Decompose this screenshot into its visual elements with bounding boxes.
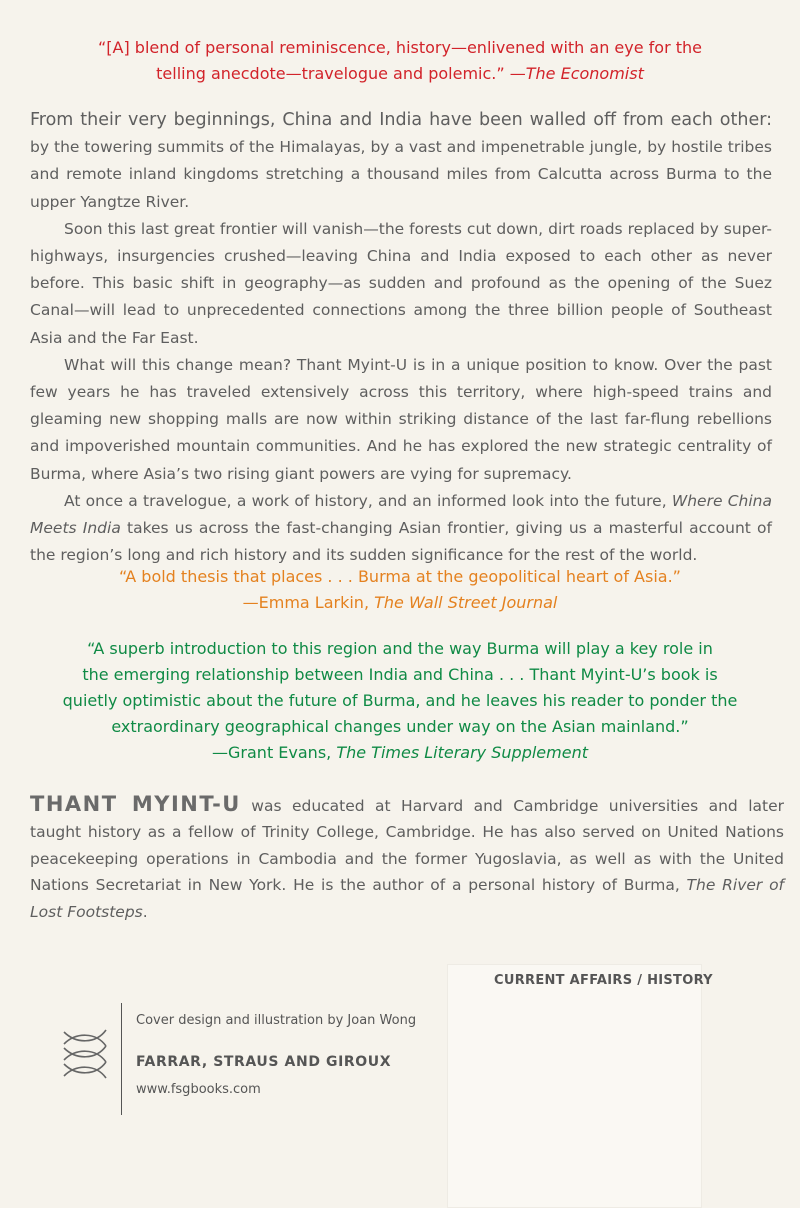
barcode-area: [447, 964, 702, 1208]
publisher-name: FARRAR, STRAUS AND GIROUX: [136, 1054, 392, 1070]
author-name: THANT MYINT-U: [30, 792, 241, 816]
larkin-source: The Wall Street Journal: [374, 593, 558, 612]
evans-quote-line-2: the emerging relationship between India and China . . . Thant Myint-U’s book is: [82, 665, 718, 684]
category-label: CURRENT AFFAIRS / HISTORY: [494, 973, 713, 988]
cover-design-credit: Cover design and illustration by Joan Wong: [136, 1013, 417, 1028]
description-paragraph-1: [30, 107, 772, 216]
evans-quote: [0, 636, 800, 766]
author-bio-text: was educated at Harvard and Cambridge universities and later taught history as a fellow of Trinity College, Cambridge. He has also served on United Nations peacekeeping operations in Cambodia and the former Yugoslavia, as well as with the United Nations Secretariat in New York. He is the author of a personal history of Burma,: [30, 797, 784, 895]
description-paragraph-4: At once a travelogue, a work of history, and an informed look into the future, Where China Meets India takes us across the fast-changing Asian frontier, giving us a masterful account of the region’s long and rich history and its sudden significance for the rest of the world.: [30, 491, 773, 565]
book-title: Where China Meets India: [30, 491, 773, 538]
description-paragraph-3: What will this change mean? Thant Myint-U is in a unique position to know. Over the past few years he has traveled extensively across this territory, where high-speed trains and gleaming new shopping malls are now within striking distance of the last far-flung rebellions and impoverished mountain communities. And he has explored the new strategic centrality of Burma, where Asia’s two rising giant powers are vying for supremacy.: [30, 355, 772, 483]
publisher-website: www.fsgbooks.com: [136, 1082, 261, 1097]
fsg-fish-logo-icon: [62, 1028, 110, 1080]
larkin-quote-text: “A bold thesis that places . . . Burma at the geopolitical heart of Asia.”: [119, 567, 681, 586]
publisher-divider: [121, 1003, 122, 1115]
book-description: [30, 107, 772, 569]
evans-quote-line-3: quietly optimistic about the future of Burma, and he leaves his reader to ponder the: [62, 691, 738, 710]
economist-source: The Economist: [525, 64, 644, 83]
author-previous-book: The River of Lost Footsteps: [30, 876, 785, 921]
economist-quote: [0, 35, 800, 87]
description-paragraph-2: Soon this last great frontier will vanish—the forests cut down, dirt roads replaced by super-highways, insurgencies crushed—leaving China and India exposed to each other as never before. This basic shift in geography—as sudden and profound as the opening of the Suez Canal—will lead to unprecedented connections among the three billion people of Southeast Asia and the Far East.: [30, 219, 772, 347]
economist-quote-line-1: “[A] blend of personal reminiscence, history—enlivened with an eye for the: [97, 38, 703, 57]
description-lead-in: From their very beginnings, China and India have been walled off from each other:: [30, 110, 772, 130]
evans-attribution: —Grant Evans,: [212, 743, 337, 762]
evans-quote-line-4: extraordinary geographical changes under way on the Asian mainland.”: [111, 717, 689, 736]
larkin-attribution: —Emma Larkin,: [242, 593, 375, 612]
description-paragraph-1-rest: by the towering summits of the Himalayas, by a vast and impenetrable jungle, by hostile tribes and remote inland kingdoms stretching a thousand miles from Calcutta across Burma to the upper Yangtze River.: [30, 138, 772, 211]
evans-source: The Times Literary Supplement: [336, 743, 588, 762]
larkin-quote: [0, 564, 800, 616]
economist-quote-line-2: telling anecdote—travelogue and polemic.” —: [156, 64, 526, 83]
author-bio: THANT MYINT-U was educated at Harvard and Cambridge universities and later taught history as a fellow of Trinity College, Cambridge. He has also served on United Nations peacekeeping operations in Cambodia and the former Yugoslavia, as well as with the United Nations Secretariat in New York. He is the author of a personal history of Burma, The River of Lost Footsteps.: [30, 792, 785, 921]
evans-quote-line-1: “A superb introduction to this region and the way Burma will play a key role in: [87, 639, 713, 658]
